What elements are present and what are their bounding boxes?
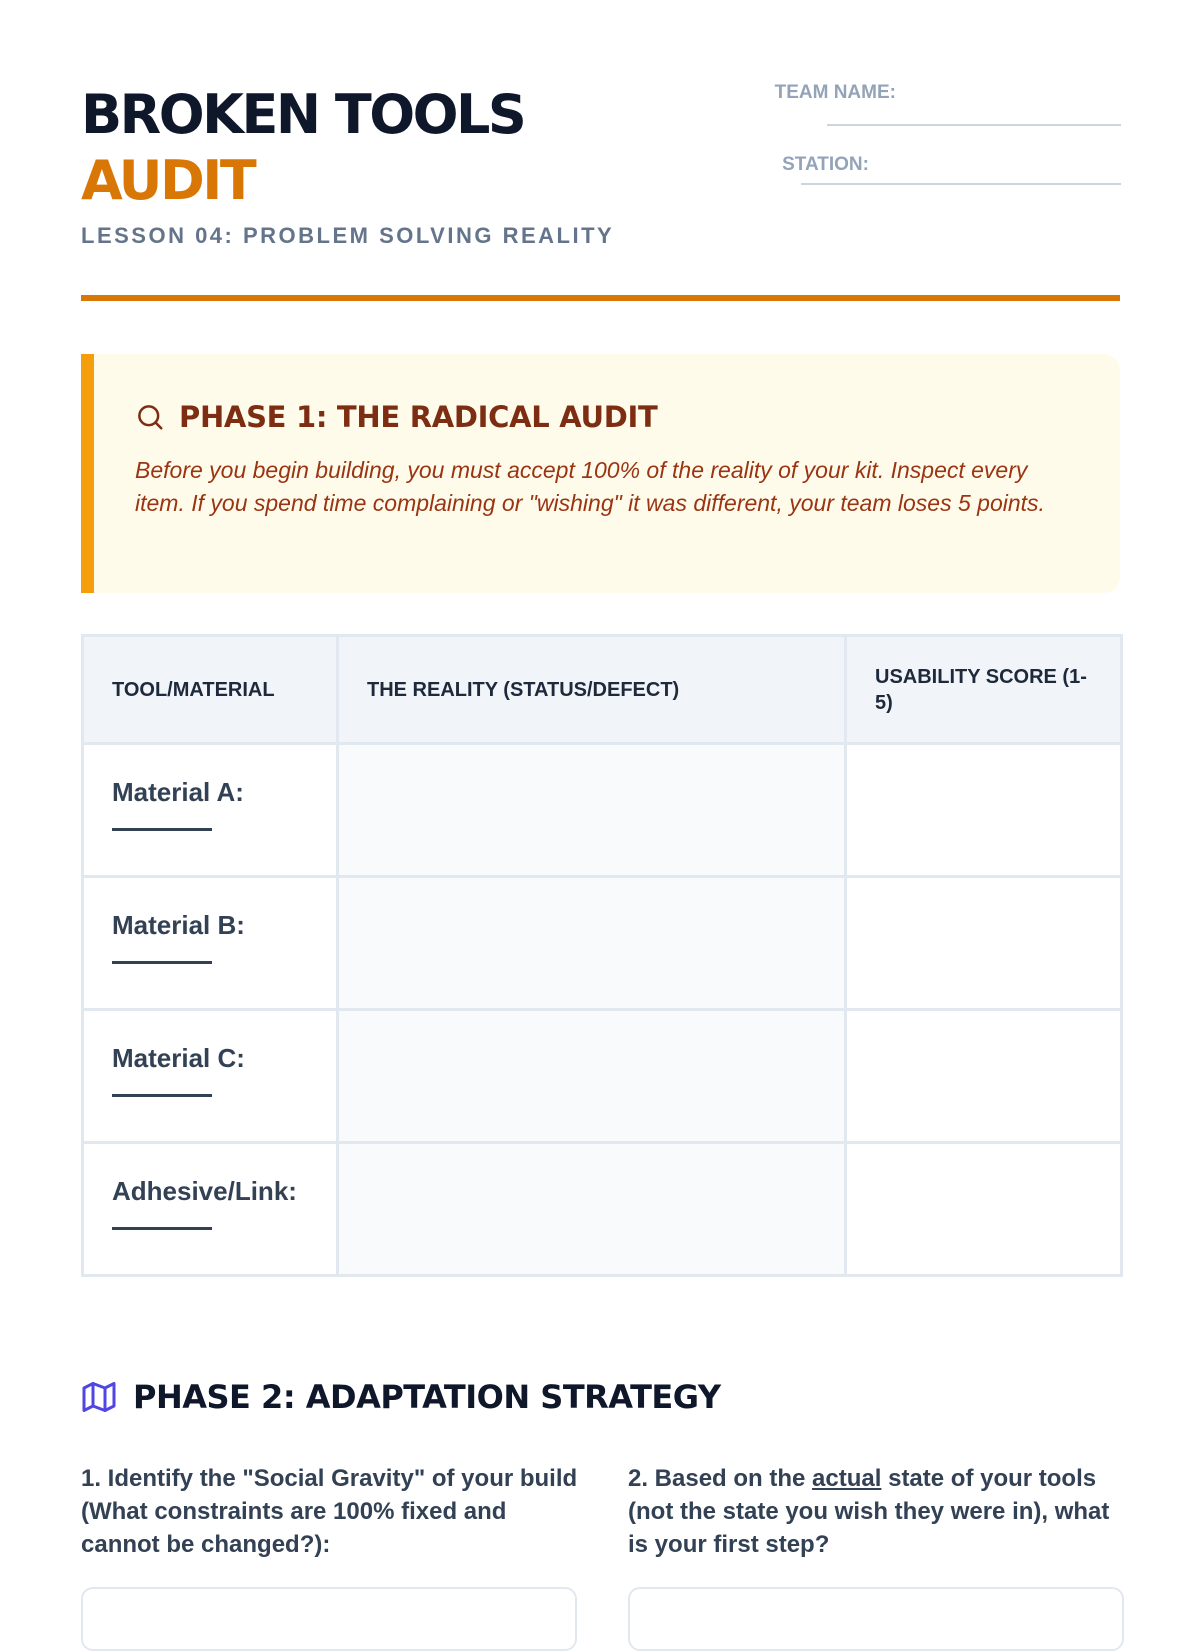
- phase1-heading: [135, 400, 657, 434]
- material-name-blank[interactable]: [112, 1086, 212, 1097]
- table-row: [83, 1010, 1122, 1143]
- table-row: [83, 1143, 1122, 1276]
- question-2-emphasis: actual: [812, 1465, 882, 1492]
- score-cell[interactable]: [846, 1010, 1122, 1143]
- audit-table: [81, 634, 1123, 1277]
- score-cell[interactable]: [846, 1143, 1122, 1276]
- team-name-label: TEAM NAME:: [774, 82, 896, 103]
- question-2-part2: state of your tools (not the state you wish they were in), what is your first step?: [628, 1465, 1110, 1558]
- page-title: [81, 82, 524, 214]
- material-cell: [83, 744, 338, 877]
- team-name-field[interactable]: [827, 124, 1121, 126]
- reality-cell[interactable]: [338, 1010, 846, 1143]
- phase1-instructions: Before you begin building, you must accept 100% of the reality of your kit. Inspect every item. If you spend time complaining or "wishing" it was different, your team loses 5 points.: [135, 457, 1045, 516]
- material-label: Material A:: [112, 777, 244, 807]
- material-cell: [83, 1143, 338, 1276]
- material-name-blank[interactable]: [112, 820, 212, 831]
- search-icon: [135, 402, 165, 432]
- material-name-blank[interactable]: [112, 953, 212, 964]
- title-line-2: AUDIT: [81, 149, 255, 212]
- material-name-blank[interactable]: [112, 1219, 212, 1230]
- material-label: Material C:: [112, 1043, 245, 1073]
- lesson-subtitle: LESSON 04: PROBLEM SOLVING REALITY: [81, 223, 615, 248]
- column-header-tool: TOOL/MATERIAL: [83, 636, 338, 744]
- table-row: [83, 744, 1122, 877]
- phase2-title: PHASE 2: ADAPTATION STRATEGY: [133, 1378, 721, 1416]
- phase2-heading: [81, 1378, 721, 1416]
- score-cell[interactable]: [846, 744, 1122, 877]
- header-divider: [81, 295, 1120, 301]
- phase1-callout: [81, 354, 1120, 593]
- table-row: [83, 877, 1122, 1010]
- material-cell: [83, 1010, 338, 1143]
- table-header-row: [83, 636, 1122, 744]
- answer-box-2[interactable]: [628, 1587, 1124, 1651]
- station-field[interactable]: [801, 183, 1121, 185]
- reality-cell[interactable]: [338, 877, 846, 1010]
- answer-box-1[interactable]: [81, 1587, 577, 1651]
- question-2: [628, 1462, 1128, 1561]
- map-icon: [81, 1379, 117, 1415]
- question-2-part1: 2. Based on the: [628, 1465, 813, 1492]
- score-cell[interactable]: [846, 877, 1122, 1010]
- column-header-reality: THE REALITY (STATUS/DEFECT): [338, 636, 846, 744]
- material-label: Material B:: [112, 910, 245, 940]
- reality-cell[interactable]: [338, 1143, 846, 1276]
- reality-cell[interactable]: [338, 744, 846, 877]
- phase1-title: PHASE 1: THE RADICAL AUDIT: [179, 400, 658, 434]
- title-line-1: BROKEN TOOLS: [81, 83, 525, 146]
- column-header-score: USABILITY SCORE (1-5): [846, 636, 1122, 744]
- material-cell: [83, 877, 338, 1010]
- question-1: 1. Identify the "Social Gravity" of your build (What constraints are 100% fixed and cannot be changed?):: [81, 1465, 578, 1558]
- material-label: Adhesive/Link:: [112, 1176, 297, 1206]
- station-label: STATION:: [782, 154, 869, 175]
